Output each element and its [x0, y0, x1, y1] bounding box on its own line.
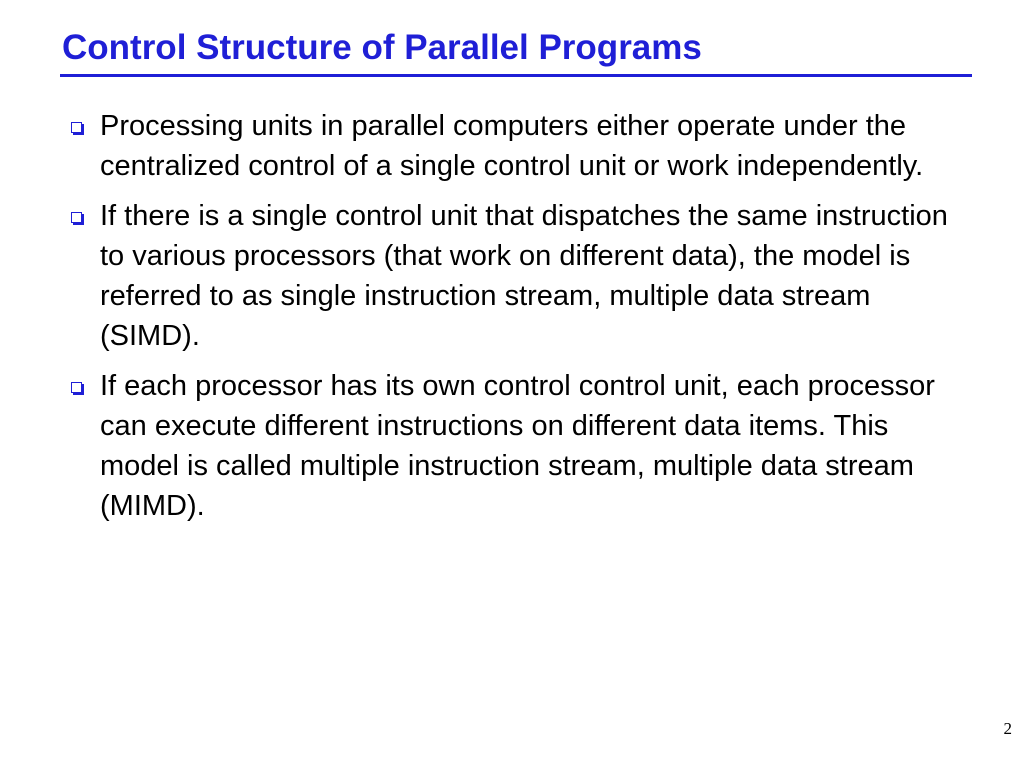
title-underline — [60, 74, 972, 77]
page-number: 2 — [1003, 719, 1012, 738]
hollow-square-bullet-icon — [71, 382, 82, 393]
bullet-text-2: If there is a single control unit that dispatches the same instruction to various processors (that work on different data), the model is referred to as single instruction stream, multiple data stream (SIMD). — [100, 200, 948, 352]
bullet-item-2 — [70, 196, 960, 356]
hollow-square-bullet-icon — [71, 212, 82, 223]
bullet-list — [70, 106, 960, 536]
bullet-text-3: If each processor has its own control control unit, each processor can execute different instructions on different data items. This model is called multiple instruction stream, multiple data stream (MIMD). — [100, 370, 935, 522]
hollow-square-bullet-icon — [71, 122, 82, 133]
bullet-item-3 — [70, 366, 960, 526]
bullet-text-1: Processing units in parallel computers either operate under the centralized control of a single control unit or work independently. — [100, 110, 924, 182]
bullet-item-1 — [70, 106, 960, 186]
slide-title: Control Structure of Parallel Programs — [62, 28, 702, 67]
